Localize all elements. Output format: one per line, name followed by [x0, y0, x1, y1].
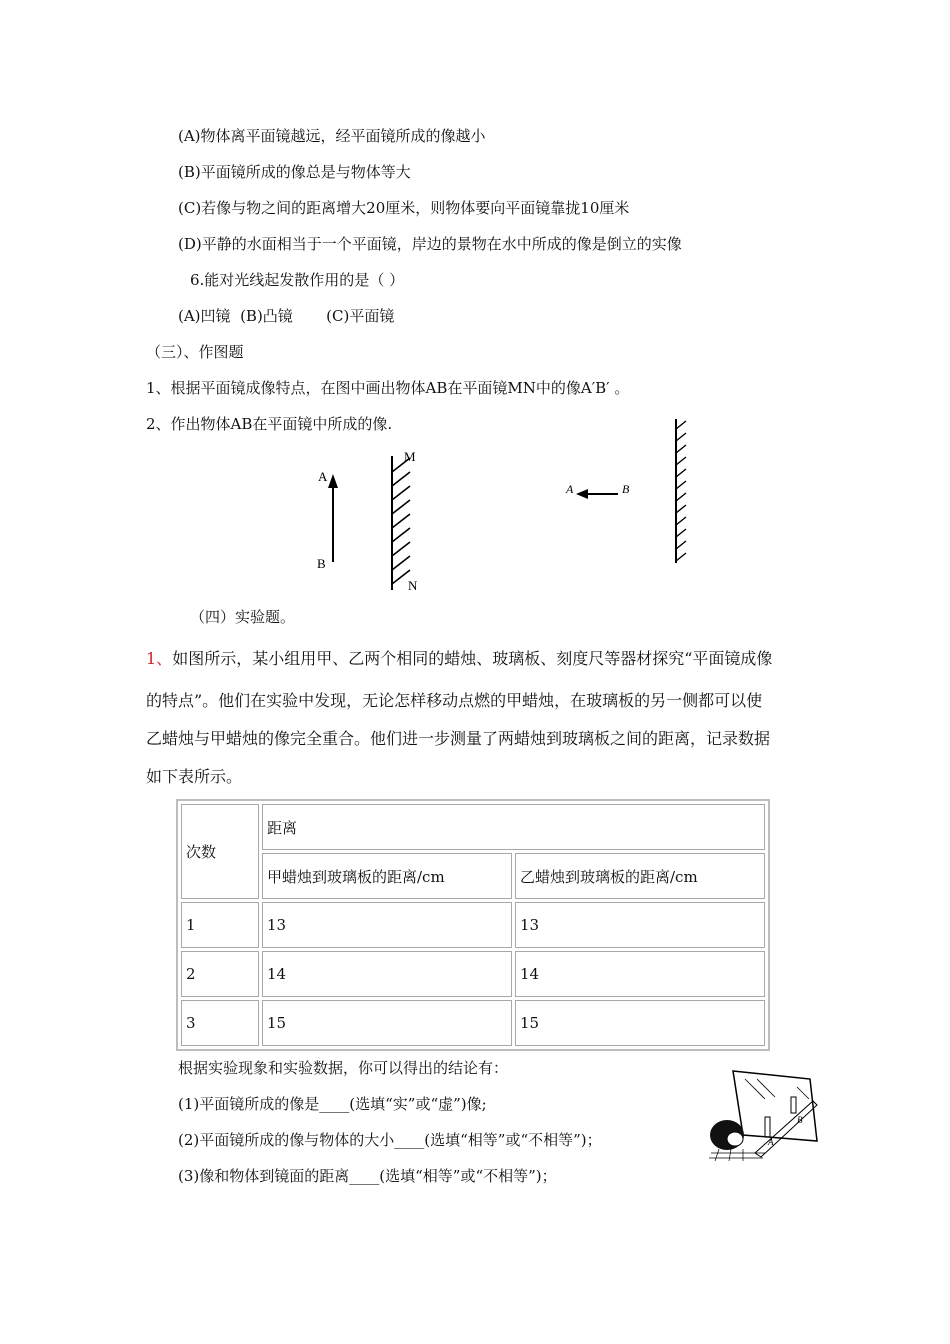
figure-mirror-mn — [300, 450, 440, 600]
header-yi: 乙蜡烛到玻璃板的距离/cm — [515, 853, 765, 899]
header-distance: 距离 — [262, 804, 765, 850]
conclusion-item-2: (2)平面镜所成的像与物体的大小____(选填“相等”或“不相等”)； — [178, 1131, 602, 1149]
figure-mirror-horizontal — [560, 415, 700, 570]
candle-jia — [765, 1117, 770, 1137]
arrowhead — [576, 489, 588, 499]
choice-a: (A)物体离平面镜越远，经平面镜所成的像越小 — [178, 127, 486, 145]
question-number: 1、 — [146, 649, 173, 668]
section-3-title: （三）、作图题 — [146, 343, 244, 361]
table-grid — [709, 1149, 765, 1161]
choice-d: (D)平静的水面相当于一个平面镜，岸边的景物在水中所成的像是倒立的实像 — [178, 235, 682, 253]
mirror-hatching — [676, 421, 686, 561]
label-a: A — [318, 469, 328, 484]
ruler — [755, 1101, 817, 1157]
label-a: A — [566, 482, 574, 496]
glass-plate — [733, 1071, 817, 1141]
table-row: 2 14 14 — [181, 951, 765, 997]
data-table — [176, 799, 770, 1051]
experiment-paragraph-1: 1、如图所示，某小组用甲、乙两个相同的蜡烛、玻璃板、刻度尺等器材探究“平面镜成像 — [146, 649, 773, 668]
header-jia: 甲蜡烛到玻璃板的距离/cm — [262, 853, 512, 899]
mirror-hatching — [392, 458, 410, 584]
question-6-stem: 6.能对光线起发散作用的是（ ） — [190, 271, 405, 289]
table-row: 1 13 13 — [181, 902, 765, 948]
label-m: M — [404, 449, 416, 464]
label-b: B — [797, 1115, 803, 1125]
question-6-options: (A)凹镜 (B)凸镜 (C)平面镜 — [178, 307, 395, 325]
choice-c: (C)若像与物之间的距离增大20厘米，则物体要向平面镜靠拢10厘米 — [178, 199, 630, 217]
header-count: 次数 — [181, 804, 259, 899]
choice-b: (B)平面镜所成的像总是与物体等大 — [178, 163, 411, 181]
table-row: 3 15 15 — [181, 1000, 765, 1046]
conclusion-item-3: (3)像和物体到镜面的距离____(选填“相等”或“不相等”)； — [178, 1167, 557, 1185]
conclusion-item-1: (1)平面镜所成的像是____(选填“实”或“虚”)像; — [178, 1095, 487, 1113]
section-3-question-2: 2、作出物体AB在平面镜中所成的像. — [146, 415, 393, 433]
section-3-question-1: 1、根据平面镜成像特点，在图中画出物体AB在平面镜MN中的像A′B′ 。 — [146, 379, 630, 397]
candle-yi — [791, 1097, 796, 1113]
experiment-paragraph-3: 乙蜡烛与甲蜡烛的像完全重合。他们进一步测量了两蜡烛到玻璃板之间的距离，记录数据 — [146, 729, 771, 748]
label-n: N — [408, 578, 418, 593]
label-a: A — [768, 1137, 774, 1147]
arrowhead — [328, 474, 338, 488]
experiment-paragraph-4: 如下表所示。 — [146, 767, 243, 786]
experiment-illustration — [705, 1065, 830, 1165]
label-b: B — [317, 556, 326, 571]
experiment-paragraph-2: 的特点”。他们在实验中发现，无论怎样移动点燃的甲蜡烛，在玻璃板的另一侧都可以使 — [146, 691, 763, 710]
section-4-title: （四）实验题。 — [190, 608, 296, 626]
label-b: B — [622, 482, 630, 496]
conclusion-intro: 根据实验现象和实验数据，你可以得出的结论有： — [178, 1059, 509, 1077]
